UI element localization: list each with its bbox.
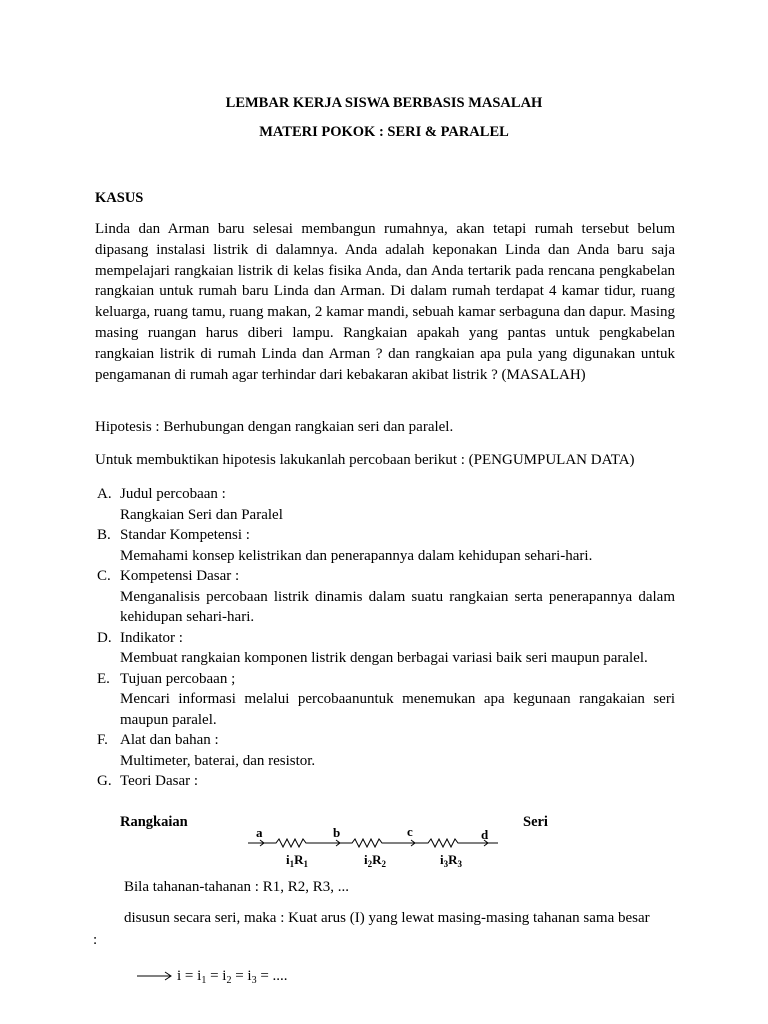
list-item — [95, 771, 675, 792]
list-item-desc: Mencari informasi melalui percobaanuntuk menemukan apa kegunaan rangakaian seri maupun paralel. — [120, 691, 675, 728]
kasus-paragraph: Linda dan Arman baru selesai membangun rumahnya, akan tetapi rumah tersebut belum dipasang instalasi listrik di dalamnya. Anda adalah keponakan Linda dan Anda baru saja mempelajari rangkaian listrik di kelas fisika Anda, dan Anda tertarik pada rencana pengkabelan rangkaian untuk rumah baru Linda dan Arman. Di dalam rumah terdapat 4 kamar tidur, ruang keluarga, ruang tamu, ruang makan, 2 kamar mandi, sebuah kamar serbaguna dan dapur. Masing masing ruangan harus diberi lampu. Rangkaian apakah yang pantas untuk pengkabelan rangkaian listrik di rumah Linda dan Arman ? dan rangkaian apa pula yang digunakan untuk pengamanan di rumah agar terhindar dari kebakaran akibat listrik ? (MASALAH) — [95, 221, 675, 383]
list-item-desc: Memahami konsep kelistrikan dan penerapannya dalam kehidupan sehari-hari. — [120, 547, 593, 564]
list-item-title: Standar Kompetensi : — [120, 527, 250, 543]
list-marker: C. — [97, 568, 111, 584]
series-circuit-diagram — [248, 822, 500, 872]
list-item-title: Teori Dasar : — [120, 773, 199, 789]
list-item-title: Indikator : — [120, 629, 183, 646]
list-item — [95, 525, 675, 566]
resistor-label-3: $i_3R_3$ — [440, 852, 463, 869]
teori-colon: : — [93, 932, 98, 948]
teori-word-seri: Seri — [523, 814, 548, 830]
list-item-desc: Rangkaian Seri dan Paralel — [120, 506, 283, 523]
node-label-b: b — [333, 825, 341, 840]
teori-word-rangkaian: Rangkaian — [120, 814, 188, 830]
list-item — [95, 566, 675, 628]
document-title: LEMBAR KERJA SISWA BERBASIS MASALAH — [225, 95, 543, 111]
list-marker: B. — [97, 527, 111, 543]
list-item-title: Kompetensi Dasar : — [120, 568, 240, 584]
hipotesis-text: Hipotesis : Berhubungan dengan rangkaian seri dan paralel. — [95, 419, 454, 435]
list-item-desc: Menganalisis percobaan listrik dinamis dalam suatu rangkaian serta penerapannya dalam kehidupan sehari-hari. — [120, 588, 675, 625]
circuit-wire — [248, 839, 498, 847]
kasus-heading: KASUS — [95, 190, 144, 206]
list-item-title: Judul percobaan : — [120, 486, 226, 502]
list-marker: F. — [97, 732, 108, 748]
instruction-text: Untuk membuktikan hipotesis lakukanlah percobaan berikut : (PENGUMPULAN DATA) — [95, 452, 635, 468]
document-subtitle: MATERI POKOK : SERI & PARALEL — [259, 124, 509, 140]
resistor-label-2: $i_2R_2$ — [364, 852, 387, 869]
series-current-formula: $i = i_1 = i_2 = i_3$ = .... — [177, 968, 288, 986]
list-item-desc: Multimeter, baterai, dan resistor. — [120, 752, 316, 769]
list-marker: D. — [97, 629, 112, 646]
list-item — [95, 669, 675, 731]
list-item — [95, 484, 675, 525]
list-item-title: Tujuan percobaan ; — [120, 670, 236, 687]
list-marker: A. — [97, 486, 112, 502]
list-item — [95, 730, 675, 771]
node-label-c: c — [407, 824, 413, 839]
list-marker: E. — [97, 670, 110, 687]
list-item-title: Alat dan bahan : — [120, 732, 219, 748]
resistor-label-1: $i_1R_1$ — [286, 852, 309, 869]
list-item — [95, 628, 675, 669]
node-label-d: d — [481, 827, 489, 842]
teori-line-1: Bila tahanan-tahanan : R1, R2, R3, ... — [124, 879, 349, 895]
teori-line-2: disusun secara seri, maka : Kuat arus (I) yang lewat masing-masing tahanan sama besar — [124, 910, 650, 926]
procedure-list — [95, 484, 675, 792]
list-item-desc: Membuat rangkaian komponen listrik dengan berbagai variasi baik seri maupun paralel. — [120, 650, 648, 666]
list-marker: G. — [97, 773, 112, 789]
node-label-a: a — [256, 825, 263, 840]
arrow-right-icon — [137, 969, 175, 983]
